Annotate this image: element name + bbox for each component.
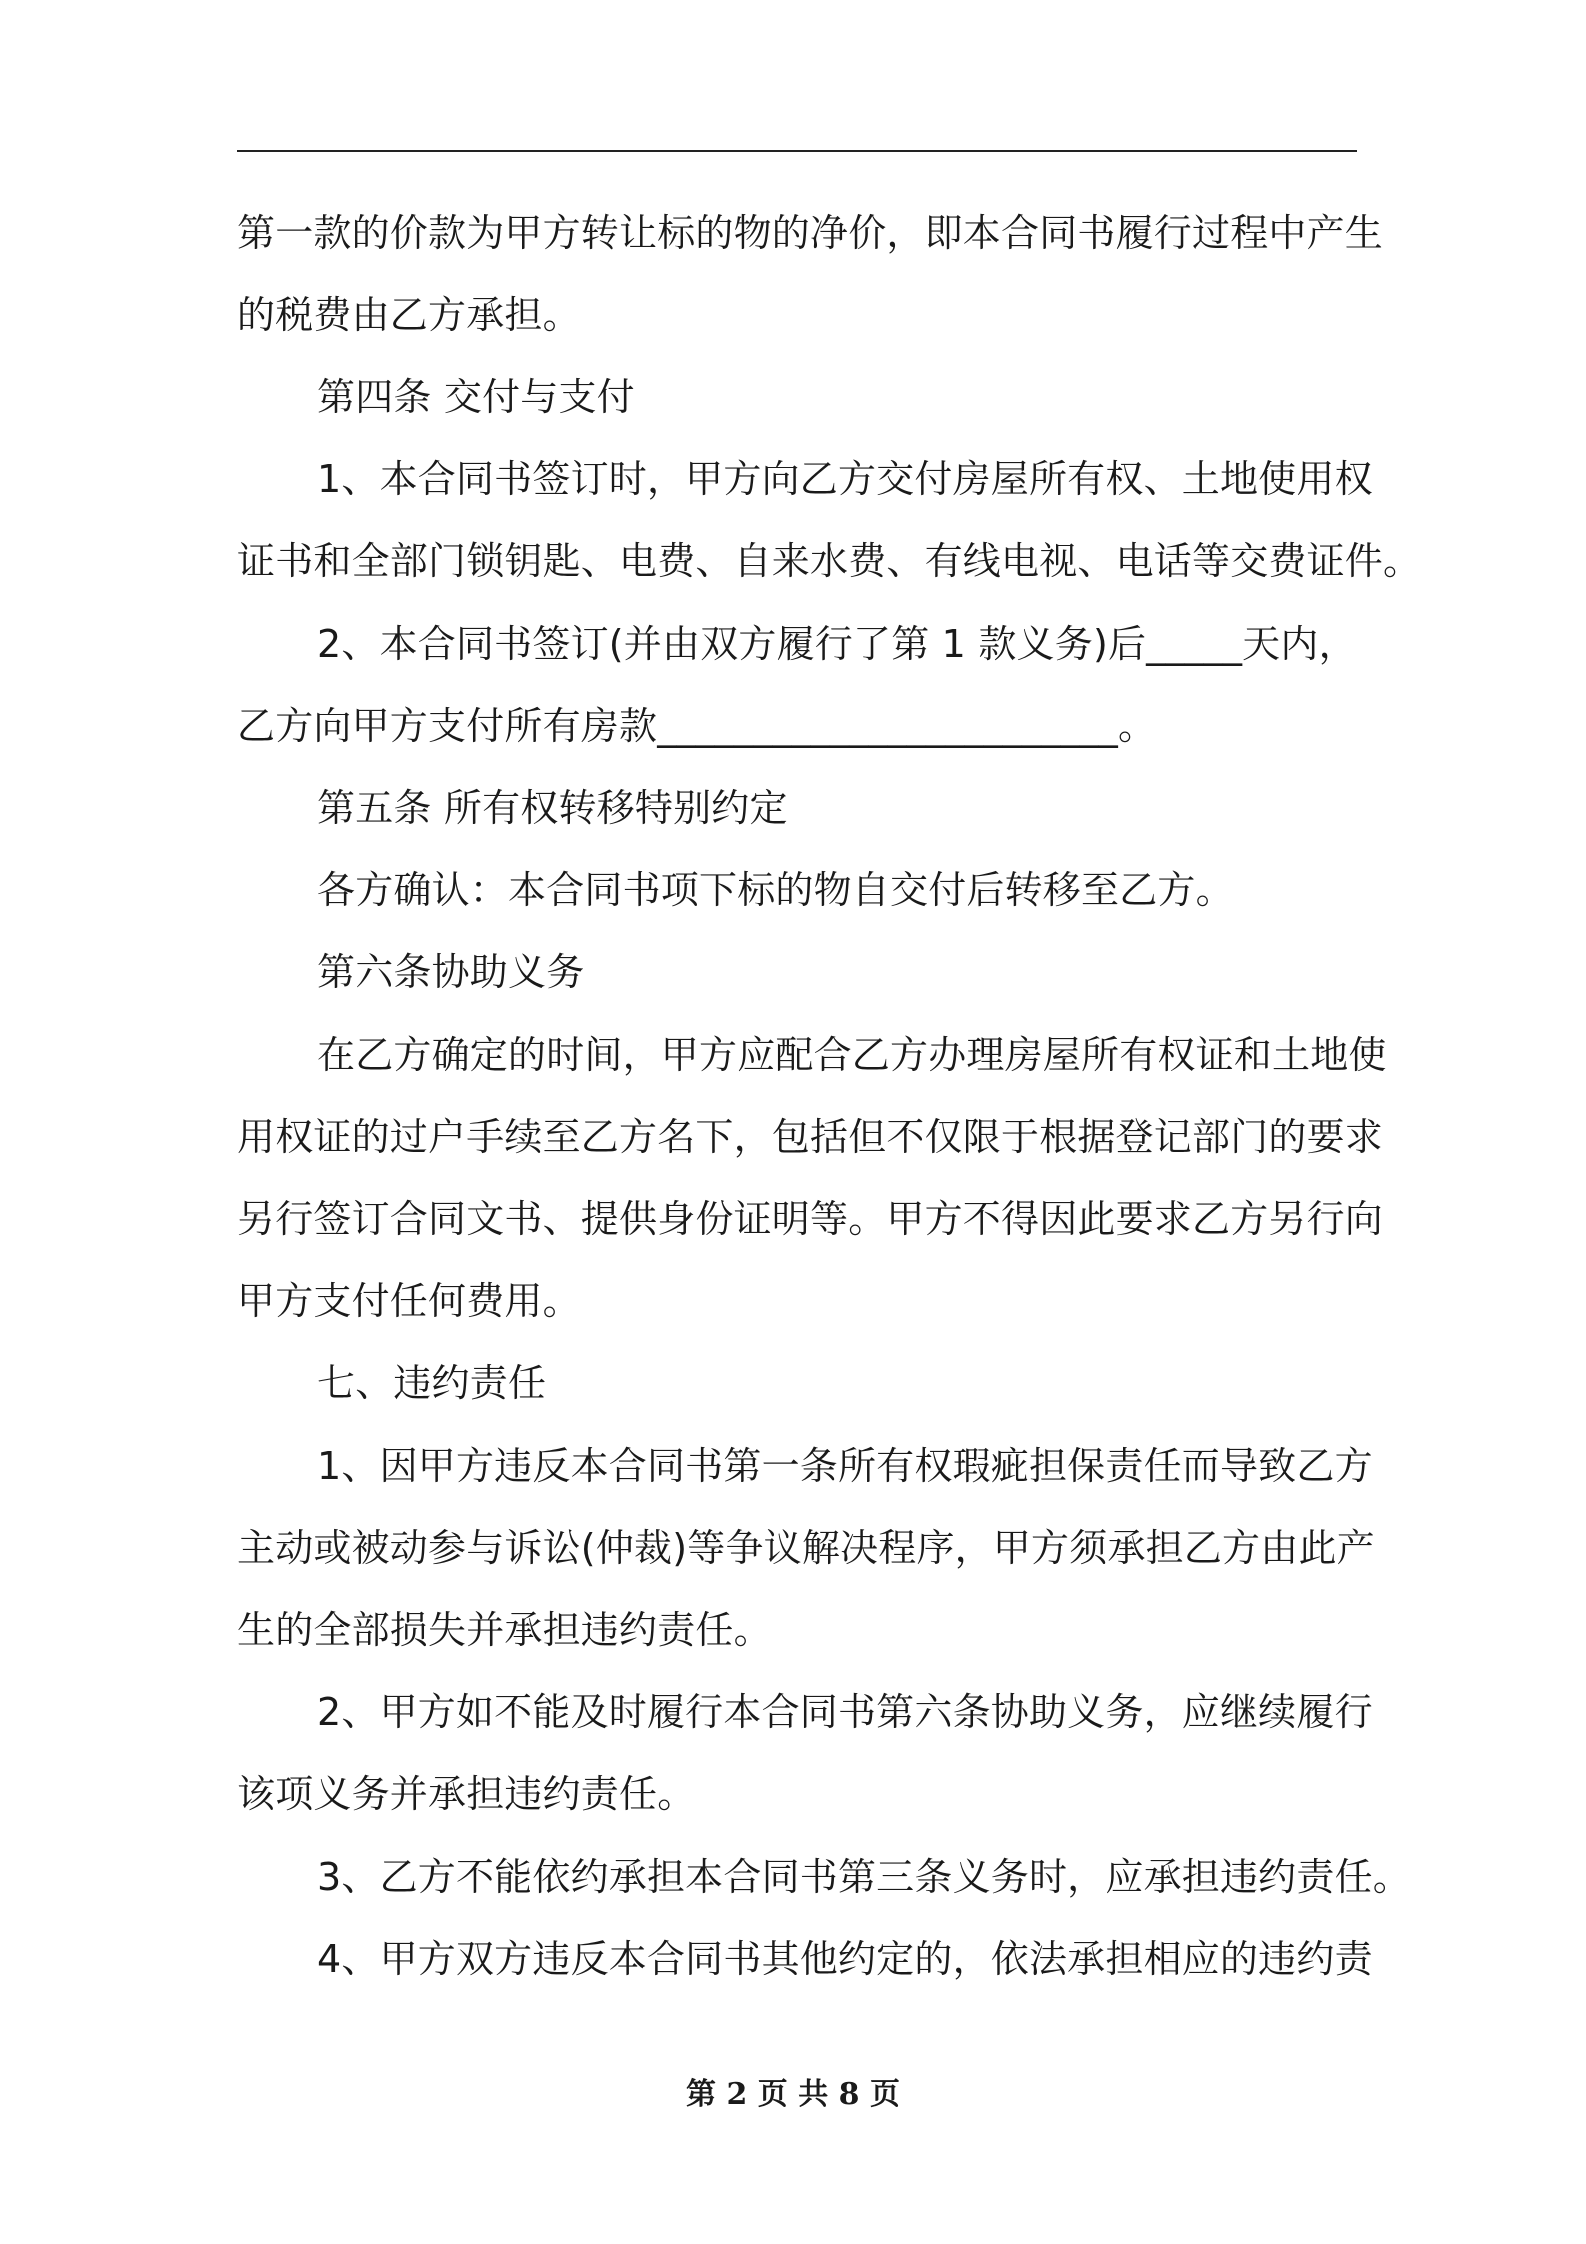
- para-7-line-0: 在乙方确定的时间，甲方应配合乙方办理房屋所有权证和土地使: [317, 1033, 1387, 1077]
- para-9-line-0: 1、因甲方违反本合同书第一条所有权瑕疵担保责任而导致乙方: [317, 1444, 1373, 1488]
- section-heading-6: 第六条协助义务: [317, 950, 585, 994]
- para-7-line-2: 另行签订合同文书、提供身份证明等。甲方不得因此要求乙方另行向: [237, 1197, 1384, 1241]
- section-heading-4: 第四条 交付与支付: [317, 375, 635, 419]
- para-5-line-0: 各方确认：本合同书项下标的物自交付后转移至乙方。: [317, 868, 1234, 912]
- para-7-line-3: 甲方支付任何费用。: [237, 1279, 581, 1323]
- header-rule: [237, 150, 1357, 152]
- section-heading-5: 第五条 所有权转移特别约定: [317, 786, 788, 830]
- para-0-line-0: 第一款的价款为甲方转让标的物的净价，即本合同书履行过程中产生: [237, 211, 1384, 255]
- section-heading-7: 七、违约责任: [317, 1361, 547, 1405]
- para-2-line-1: 证书和全部门锁钥匙、电费、自来水费、有线电视、电话等交费证件。: [237, 539, 1422, 583]
- para-7-line-1: 用权证的过户手续至乙方名下，包括但不仅限于根据登记部门的要求: [237, 1115, 1384, 1159]
- para-9-line-2: 生的全部损失并承担违约责任。: [237, 1608, 772, 1652]
- para-10-line-0: 2、甲方如不能及时履行本合同书第六条协助义务，应继续履行: [317, 1690, 1373, 1734]
- para-10-line-1: 该项义务并承担违约责任。: [237, 1772, 696, 1816]
- page-number: 第 2 页 共 8 页: [686, 2077, 900, 2112]
- para-0-line-1: 的税费由乙方承担。: [237, 293, 581, 337]
- para-12-line-0: 4、甲方双方违反本合同书其他约定的，依法承担相应的违约责: [317, 1937, 1373, 1981]
- para-11-line-0: 3、乙方不能依约承担本合同书第三条义务时，应承担违约责任。: [317, 1855, 1411, 1899]
- para-3-line-0: 2、本合同书签订(并由双方履行了第 1 款义务)后_____天内，: [317, 622, 1357, 666]
- para-3-line-1: 乙方向甲方支付所有房款________________________。: [237, 704, 1157, 748]
- para-2-line-0: 1、本合同书签订时，甲方向乙方交付房屋所有权、土地使用权: [317, 457, 1373, 501]
- para-9-line-1: 主动或被动参与诉讼(仲裁)等争议解决程序，甲方须承担乙方由此产: [237, 1526, 1375, 1570]
